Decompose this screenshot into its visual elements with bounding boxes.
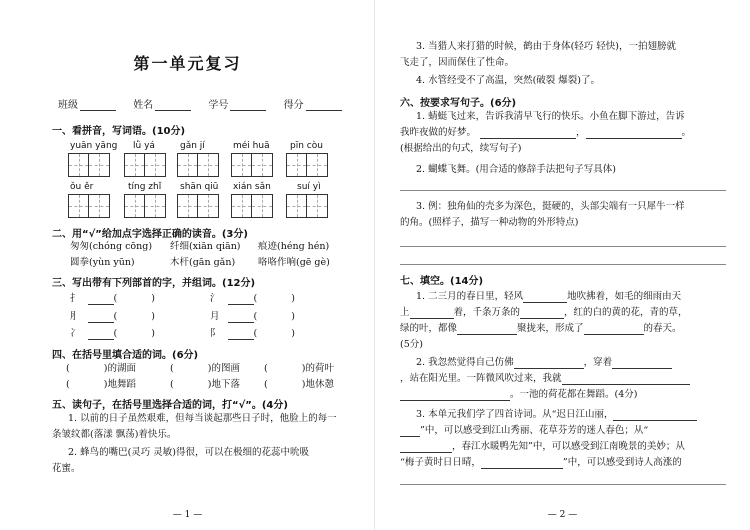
section-3-heading: 三、写出带有下列部首的字，并组词。(12分) [52, 278, 256, 289]
fill-line: 3. 本单元我们学了四首诗词。从“迟日江山丽， [416, 408, 697, 421]
page-number-right: — 2 — [547, 510, 578, 520]
class-label: 班级 [58, 100, 78, 111]
radical-item: 氵 ( ) [210, 293, 295, 304]
radical: 扌 [70, 293, 80, 304]
fill-item[interactable]: ( )的湖面 [66, 363, 136, 374]
fill-item[interactable]: ( )的图画 [170, 363, 240, 374]
radical: 氵 [210, 293, 220, 304]
id-field[interactable] [230, 100, 266, 111]
sentence-line: 我昨夜做的好梦。 ， 。 [400, 127, 692, 138]
fill-item[interactable]: ( )地下落 [170, 379, 240, 390]
reading-choice[interactable]: 圆拳(yùn yūn) [70, 257, 135, 268]
sentence-line: 3. 例：独角仙的壳多为深色，挺硬的，头部尖端有一只犀牛一样 [416, 201, 685, 212]
id-label: 学号 [208, 100, 229, 111]
sentence-line: 2. 蝴蝶飞舞。(用合适的修辞手法把句子写具体) [416, 164, 616, 175]
writing-grid[interactable] [177, 153, 219, 177]
radical: 冫 [70, 328, 80, 339]
answer-blank[interactable] [523, 292, 567, 303]
section-7-heading: 七、填空。(14分) [400, 276, 484, 287]
name-field[interactable] [155, 100, 191, 111]
fill-line: 2. 我忽然觉得自己仿佛 ，穿着 [416, 356, 672, 369]
answer-line[interactable] [400, 246, 726, 247]
radical-item: 阝 ( ) [210, 328, 295, 339]
writing-grid[interactable] [177, 194, 219, 218]
fill-item[interactable]: ( )地舞蹈 [66, 379, 136, 390]
pinyin-item: pīn còu [290, 141, 323, 151]
answer-blank[interactable] [228, 312, 254, 323]
writing-grid[interactable] [286, 194, 328, 218]
writing-grid[interactable] [68, 153, 110, 177]
pinyin-item: shān qiū [180, 182, 219, 192]
answer-blank[interactable] [612, 358, 672, 369]
answer-blank[interactable] [228, 294, 254, 305]
instruction: (根据给出的句式，续写句子) [400, 143, 522, 154]
sentence-line: 花蜜。 [52, 463, 81, 474]
radical-item: 冫 ( ) [70, 328, 155, 339]
answer-blank[interactable] [584, 324, 644, 335]
answer-line[interactable] [400, 484, 726, 485]
answer-line[interactable] [400, 264, 726, 265]
sentence-line: 飞走了，因而保住了性命。 [400, 57, 515, 68]
answer-line[interactable] [400, 190, 726, 191]
fill-line: ，站在阳光里。一阵微风吹过来，我就 [400, 372, 690, 385]
score-label: 得分 [283, 100, 304, 111]
fill-item[interactable]: ( )的荷叶 [264, 363, 334, 374]
answer-blank[interactable] [228, 329, 254, 340]
pinyin-item: suí yì [297, 182, 321, 192]
fill-line: 上 着，千条万条的 ，红的白的黄的花，青的草， [400, 307, 688, 318]
fill-line: 1. 二三月的春日里，轻风 地吹拂着，如毛的细雨由天 [416, 291, 682, 302]
answer-blank[interactable] [520, 308, 564, 319]
reading-choice[interactable]: 木杆(gān gǎn) [170, 257, 236, 268]
answer-blank[interactable] [514, 358, 584, 369]
answer-blank[interactable] [586, 128, 682, 139]
sentence-line[interactable]: 条皱纹都(落漾 飘荡)着快乐。 [52, 429, 177, 440]
class-field[interactable] [80, 100, 116, 111]
reading-choice[interactable]: 纤细(xiān qiān) [170, 241, 241, 252]
writing-grid[interactable] [231, 194, 273, 218]
pinyin-item: gǎn jí [180, 141, 205, 151]
reading-choice[interactable]: 匆匆(chóng cōng) [70, 241, 153, 252]
writing-grid[interactable] [124, 153, 166, 177]
writing-grid[interactable] [124, 194, 166, 218]
radical: 阝 [210, 328, 220, 339]
fill-line: ，春江水暖鸭先知”中，可以感受到江南晚景的美妙；从 [400, 440, 685, 453]
score-note: (5分) [400, 339, 423, 350]
writing-grid[interactable] [231, 153, 273, 177]
section-5-heading: 五、读句子，在括号里选择合适的词，打“√”。(4分) [52, 400, 288, 411]
radical-item: 扌 ( ) [70, 293, 155, 304]
answer-blank[interactable] [562, 374, 690, 385]
answer-blank[interactable] [410, 308, 454, 319]
page-number-left: — 1 — [172, 510, 203, 520]
answer-blank[interactable] [400, 442, 452, 453]
reading-choice[interactable]: 咯咯作响(gē gè) [258, 257, 330, 268]
sentence-line: 1. 蜻蜓飞过来，告诉我清早飞行的快乐。小鱼在脚下游过，告诉 [416, 111, 685, 122]
answer-blank[interactable] [88, 329, 114, 340]
answer-blank[interactable] [88, 294, 114, 305]
reading-choice[interactable]: 痕迹(héng hén) [258, 241, 330, 252]
sentence-line[interactable]: 4. 水管经受不了高温，突然(破裂 爆裂)了。 [416, 75, 601, 86]
answer-blank[interactable] [88, 312, 114, 323]
student-info [58, 96, 356, 111]
radical: ⺼ [70, 311, 80, 322]
section-1-heading: 一、看拼音，写词语。(10分) [52, 126, 186, 137]
sentence-line[interactable]: 2. 蜂鸟的嘴巴(灵巧 灵敏)得很，可以在极细的花蕊中吮吸 [68, 447, 310, 458]
writing-grid[interactable] [286, 153, 328, 177]
fill-item[interactable]: ( )地休憩 [264, 379, 334, 390]
fill-line: 。一池的荷花都在舞蹈。(4分) [400, 388, 637, 401]
answer-blank[interactable] [613, 410, 697, 421]
score-field[interactable] [306, 100, 342, 111]
pinyin-item: yuān yāng [70, 141, 118, 151]
pinyin-item: lǜ yá [133, 141, 155, 151]
pinyin-item: méi huā [233, 141, 270, 151]
answer-blank[interactable] [457, 324, 517, 335]
answer-blank[interactable] [481, 458, 563, 469]
page-title: 第一单元复习 [133, 54, 242, 73]
radical-item: 月 ( ) [210, 311, 295, 322]
section-2-heading: 二、用“√”给加点字选择正确的读音。(3分) [52, 229, 248, 240]
pinyin-item: ǒu ěr [70, 182, 94, 192]
answer-blank[interactable] [480, 128, 576, 139]
radical: 月 [210, 311, 220, 322]
fill-line: “梅子黄时日日晴， ”中，可以感受到诗人高涨的 [400, 457, 682, 468]
answer-blank[interactable] [400, 390, 510, 401]
writing-grid[interactable] [68, 194, 110, 218]
pinyin-item: tíng zhǐ [128, 182, 162, 192]
sentence-line: 1. 以前的日子虽然艰难，但每当谈起那些日子时，他脸上的每一 [68, 413, 337, 424]
name-label: 姓名 [133, 100, 154, 111]
radical-item: ⺼ ( ) [70, 311, 155, 322]
fill-line: ”中，可以感受到江山秀丽、花草芬芳的迷人春色；从“ [400, 424, 648, 437]
sentence-line[interactable]: 3. 当猎人来打猎的时候，鹤由于身体(轻巧 轻快)，一拍翅膀就 [416, 41, 677, 52]
pinyin-item: xián sǎn [233, 182, 271, 192]
section-4-heading: 四、在括号里填合适的词。(6分) [52, 350, 199, 361]
answer-blank[interactable] [400, 426, 420, 437]
sentence-line: 的角。(照样子，描写一种动物的外形特点) [400, 217, 579, 228]
fill-line: 绿的叶，都像 聚拢来，形成了 的春天。 [400, 323, 682, 334]
section-6-heading: 六、按要求写句子。(6分) [400, 98, 517, 109]
